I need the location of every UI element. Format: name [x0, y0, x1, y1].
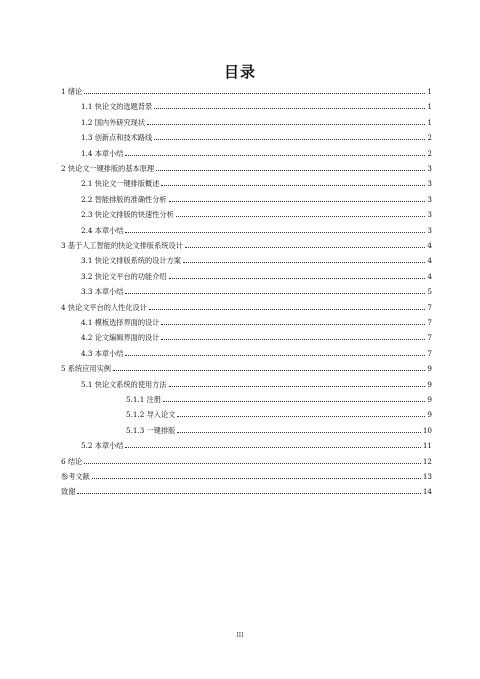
- toc-entry-label: 2.3 快论文排版的快速性分析: [81, 210, 174, 220]
- toc-dot-leader: [176, 215, 426, 217]
- toc-entry-page: 12: [422, 456, 432, 466]
- toc-dot-leader: [161, 323, 425, 325]
- toc-entry[interactable]: [81, 284, 432, 296]
- toc-entry-label: 5.1.3 一键排版: [126, 425, 176, 435]
- toc-entry-label: 5 系统应用实例: [61, 364, 111, 374]
- toc-entry-label: 2.1 快论文一键排版概述: [81, 179, 160, 189]
- toc-entry[interactable]: [81, 115, 432, 127]
- toc-entry[interactable]: [81, 223, 432, 235]
- toc-dot-leader: [161, 184, 425, 186]
- toc-dot-leader: [169, 277, 426, 279]
- toc-entry-page: 3: [427, 225, 432, 235]
- toc-entry[interactable]: [81, 346, 432, 358]
- toc-entry-label: 1.3 创新点和技术路线: [81, 133, 153, 143]
- toc-entry-label: 3.3 本章小结: [81, 287, 124, 297]
- toc-dot-leader: [125, 231, 425, 233]
- toc-entry[interactable]: [81, 176, 432, 188]
- toc-entry-page: 1: [427, 87, 432, 96]
- toc-entry-page: 1: [427, 117, 432, 127]
- toc-entry-label: 3 基于人工智能的快论文排版系统设计: [61, 241, 183, 250]
- toc-entry-label: 3.2 快论文平台的功能介绍: [81, 271, 167, 281]
- toc-entry[interactable]: [81, 330, 432, 342]
- page-number: III: [236, 632, 244, 639]
- toc-entry-label: 致谢: [61, 487, 76, 497]
- toc-dot-leader: [147, 123, 425, 125]
- toc-dot-leader: [185, 246, 426, 248]
- toc-entry[interactable]: [61, 454, 432, 466]
- toc-entry-label: 5.1.1 注册: [126, 395, 161, 404]
- toc-entry-page: 9: [427, 379, 432, 389]
- toc-entry-label: 1.1 快论文的选题背景: [81, 102, 153, 112]
- toc-entry-label: 参考文献: [61, 472, 90, 481]
- toc-entry-page: 2: [427, 133, 432, 143]
- toc-dot-leader: [77, 492, 420, 494]
- toc-dot-leader: [125, 354, 425, 356]
- toc-entry-page: 5: [427, 287, 432, 297]
- toc-entry-page: 3: [427, 164, 432, 173]
- toc-entry-page: 13: [422, 472, 432, 481]
- toc-title: 目录: [223, 63, 256, 81]
- toc-entry-label: 1.4 本章小结: [81, 148, 124, 158]
- toc-entry-label: 5.1.2 导入论文: [126, 410, 176, 420]
- toc-entry-page: 9: [427, 410, 432, 420]
- toc-entry-label: 3.1 快论文排版系统的设计方案: [81, 256, 181, 266]
- toc-entry-label: 6 结论: [61, 456, 83, 466]
- toc-entry-page: 4: [427, 241, 432, 250]
- toc-entry[interactable]: [126, 392, 432, 404]
- toc-entry-label: 2 快论文一键排版的基本原理: [61, 164, 155, 173]
- toc-entry-page: 7: [427, 318, 432, 327]
- toc-entry-page: 3: [427, 179, 432, 189]
- toc-dot-leader: [177, 415, 425, 417]
- toc-entry-page: 2: [427, 148, 432, 158]
- toc-entry-label: 4.2 论文编辑界面的设计: [81, 333, 160, 343]
- toc-dot-leader: [169, 200, 426, 202]
- toc-entry[interactable]: [81, 315, 432, 327]
- toc-dot-leader: [154, 107, 425, 109]
- toc-entry[interactable]: [81, 146, 432, 158]
- toc-entry-label: 2.2 智能排版的准确性分析: [81, 194, 167, 204]
- toc-dot-leader: [154, 138, 425, 140]
- toc-entry-label: 5.2 本章小结: [81, 441, 124, 451]
- toc-dot-leader: [183, 261, 425, 263]
- toc-entry[interactable]: [126, 407, 432, 419]
- toc-entry-page: 14: [422, 487, 432, 497]
- toc-entry[interactable]: [61, 361, 432, 373]
- toc-entry-page: 7: [427, 333, 432, 343]
- toc-dot-leader: [125, 154, 425, 156]
- toc-entry[interactable]: [61, 161, 432, 173]
- toc-dot-leader: [113, 369, 425, 371]
- toc-entry-page: 3: [427, 210, 432, 220]
- toc-entry[interactable]: [61, 238, 432, 250]
- toc-entry[interactable]: [61, 469, 432, 481]
- toc-entry[interactable]: [81, 207, 432, 219]
- toc-entry-page: 1: [427, 102, 432, 112]
- toc-entry-page: 11: [422, 441, 432, 451]
- toc-entry[interactable]: [81, 253, 432, 265]
- toc-dot-leader: [149, 308, 426, 310]
- toc-dot-leader: [169, 385, 426, 387]
- toc-entry-page: 4: [427, 256, 432, 266]
- toc-entry[interactable]: [81, 130, 432, 142]
- toc-entry[interactable]: [81, 438, 432, 450]
- toc-entry[interactable]: [81, 377, 432, 389]
- toc-dot-leader: [161, 338, 425, 340]
- toc-entry[interactable]: [61, 84, 432, 96]
- toc-dot-leader: [125, 446, 420, 448]
- toc-dot-leader: [125, 292, 425, 294]
- toc-entry-label: 5.1 快论文系统的使用方法: [81, 379, 167, 389]
- toc-entry-label: 4.1 模板选择界面的设计: [81, 318, 160, 327]
- toc-dot-leader: [92, 477, 421, 479]
- toc-entry[interactable]: [61, 484, 432, 496]
- toc-dot-leader: [163, 400, 425, 402]
- toc-entry-page: 10: [422, 425, 432, 435]
- toc-entry[interactable]: [81, 192, 432, 204]
- toc-dot-leader: [84, 462, 421, 464]
- toc-entry[interactable]: [81, 269, 432, 281]
- toc-entry-page: 4: [427, 271, 432, 281]
- toc-entry-label: 4.3 本章小结: [81, 348, 124, 358]
- toc-entry-label: 1.2 国内外研究现状: [81, 117, 146, 127]
- toc-entry-page: 9: [427, 395, 432, 404]
- toc-entry-label: 1 绪论: [61, 87, 83, 96]
- toc-entry-page: 7: [427, 302, 432, 312]
- toc-dot-leader: [156, 169, 425, 171]
- toc-entry[interactable]: [81, 99, 432, 111]
- toc-dot-leader: [177, 431, 421, 433]
- toc-dot-leader: [84, 92, 425, 94]
- toc-entry[interactable]: [61, 300, 432, 312]
- toc-entry-label: 2.4 本章小结: [81, 225, 124, 235]
- toc-entry-page: 3: [427, 194, 432, 204]
- toc-entry-label: 4 快论文平台的人性化设计: [61, 302, 147, 312]
- toc-entry-page: 7: [427, 348, 432, 358]
- toc-entry[interactable]: [126, 423, 432, 435]
- toc-entry-page: 9: [427, 364, 432, 374]
